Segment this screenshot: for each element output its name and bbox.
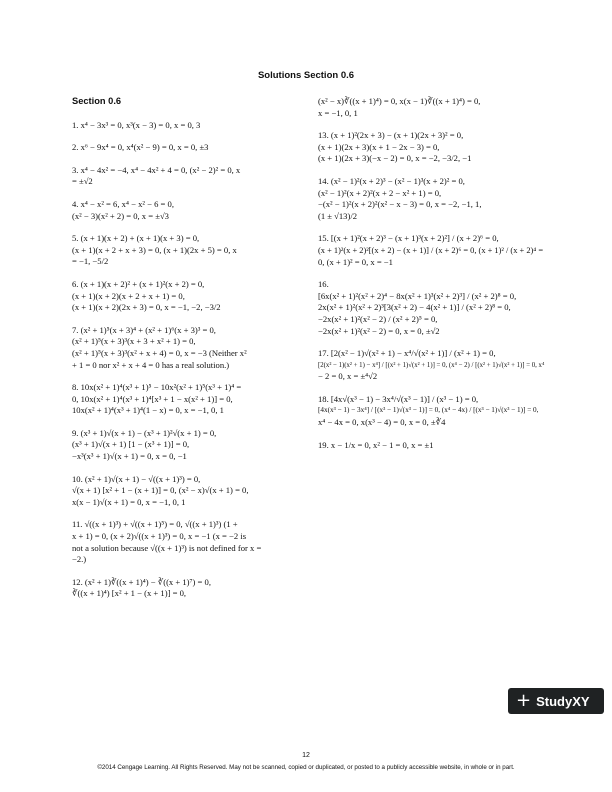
solution-line: 17. [2(x² − 1)√(x² + 1) − x⁴/√(x² + 1)] / (x² + 1) = 0,	[318, 348, 496, 359]
solution-line: 4. x⁴ − x² = 6, x⁴ − x² − 6 = 0,	[72, 198, 174, 209]
solution-line: √(x + 1) [x² + 1 − (x + 1)] = 0, (x² − x)√(x + 1) = 0,	[72, 485, 249, 496]
solution-line: 2x(x² + 1)²(x² + 2)³[3(x² + 2) − 4(x² + 1)] / (x² + 2)⁸ = 0,	[318, 302, 511, 313]
badge-label: StudyXY	[536, 693, 590, 709]
solution-line: (x + 1)(x + 2 + x + 3) = 0, (x + 1)(2x + 5) = 0, x	[72, 244, 237, 255]
solution-line: 2. x⁶ − 9x⁴ = 0, x⁴(x² − 9) = 0, x = 0, ±3	[72, 142, 209, 153]
solution-line: − 2 = 0, x = ±⁴√2	[318, 371, 378, 382]
solution-item	[72, 382, 304, 417]
solution-line: (x² − 1)²(x + 2)²(x + 2 − x² + 1) = 0,	[318, 187, 442, 198]
solution-item	[72, 325, 304, 371]
solution-line: [2(x² − 1)(x² + 1) − x⁴] / [(x² + 1)√(x² + 1)] = 0, (x⁴ − 2) / [(x² + 1)√(x² + 1)] = 0, x⁴	[318, 361, 545, 369]
solution-item	[318, 233, 544, 268]
solution-item	[72, 199, 304, 222]
studyxy-badge[interactable]	[508, 688, 604, 714]
solution-item	[72, 428, 304, 463]
solution-line: −2x(x² + 1)²(x² − 2) / (x² + 2)⁵ = 0,	[318, 313, 438, 324]
solution-line: −x³(x³ + 1)√(x + 1) = 0, x = 0, −1	[72, 451, 187, 462]
solution-item	[72, 474, 304, 509]
solution-line: x = −1, 0, 1	[318, 107, 358, 118]
solution-line: 0, (x + 1)² = 0, x = −1	[318, 256, 393, 267]
solution-line: 0, 10x(x² + 1)⁴(x³ + 1)⁴[x³ + 1 − x(x² + 1)] = 0,	[72, 393, 233, 404]
solution-item	[318, 176, 544, 222]
copyright-notice: ©2014 Cengage Learning. All Rights Reserved. May not be scanned, copied or duplicated, or posted to a publicly accessible website, in whole or in part.	[97, 764, 515, 771]
right-column	[318, 96, 544, 462]
solution-line: (x + 1)(x + 2)(2x + 3) = 0, x = −1, −2, −3/2	[72, 302, 221, 313]
solution-line: 19. x − 1/x = 0, x² − 1 = 0, x = ±1	[318, 439, 434, 450]
solution-line: ∛((x + 1)⁴) [x² + 1 − (x + 1)] = 0,	[72, 588, 187, 599]
solution-line: 7. (x² + 1)⁵(x + 3)⁴ + (x² + 1)⁶(x + 3)³ = 0,	[72, 324, 216, 335]
solution-item	[72, 519, 304, 565]
solution-line: 3. x⁴ − 4x² = −4, x⁴ − 4x² + 4 = 0, (x² − 2)² = 0, x	[72, 164, 241, 175]
solution-line: 11. √((x + 1)³) + √((x + 1)⁵) = 0, √((x + 1)³) (1 +	[72, 519, 238, 530]
solution-line: x⁴ − 4x = 0, x(x³ − 4) = 0, x = 0, ±∛4	[318, 417, 446, 428]
page-title: Solutions Section 0.6	[257, 70, 355, 81]
solution-line: (x² − 3)(x² + 2) = 0, x = ±√3	[72, 210, 169, 221]
solution-line: (1 ± √13)/2	[318, 210, 358, 221]
solution-item	[318, 348, 544, 383]
plus-icon: +	[516, 690, 532, 711]
solution-item	[318, 394, 544, 429]
solution-line: (x + 1)(2x + 3)(−x − 2) = 0, x = −2, −3/2, −1	[318, 153, 472, 164]
right-solutions-list	[318, 96, 544, 451]
solution-line: x(x − 1)√(x + 1) = 0, x = −1, 0, 1	[72, 496, 186, 507]
solution-line: −(x² − 1)²(x + 2)²(x² − x − 3) = 0, x = −2, −1, 1,	[318, 199, 482, 210]
solution-item	[72, 279, 304, 314]
solution-line: 10x(x² + 1)⁴(x³ + 1)⁴(1 − x) = 0, x = −1, 0, 1	[72, 405, 224, 416]
solution-line: 14. (x² − 1)²(x + 2)³ − (x² − 1)³(x + 2)² = 0,	[318, 175, 465, 186]
solution-line: = −1, −5/2	[72, 256, 109, 267]
solution-line: 18. [4x√(x³ − 1) − 3x⁴/√(x³ − 1)] / (x³ − 1) = 0,	[318, 393, 479, 404]
solution-line: −2x(x² + 1)²(x² − 2) = 0, x = 0, ±√2	[318, 325, 440, 336]
solution-line: (x + 1)²(x + 2)²[(x + 2) − (x + 1)] / (x + 2)⁶ = 0, (x + 1)² / (x + 2)⁴ =	[318, 245, 544, 255]
solution-item	[72, 165, 304, 188]
solution-line: (x³ + 1)√(x + 1) [1 − (x³ + 1)] = 0,	[72, 439, 190, 450]
left-column	[72, 96, 304, 611]
solution-item	[72, 142, 304, 154]
section-heading: Section 0.6	[72, 96, 122, 106]
solution-line: 16.	[318, 279, 329, 290]
solution-item	[72, 577, 304, 600]
solution-line: 9. (x³ + 1)√(x + 1) − (x³ + 1)²√(x + 1) = 0,	[72, 427, 217, 438]
solution-line: 13. (x + 1)²(2x + 3) − (x + 1)(2x + 3)² = 0,	[318, 130, 464, 141]
solution-item	[318, 130, 544, 165]
left-solutions-list	[72, 120, 304, 600]
solution-line: 6. (x + 1)(x + 2)² + (x + 1)²(x + 2) = 0,	[72, 278, 205, 289]
solution-line: 15. [(x + 1)²(x + 2)³ − (x + 1)³(x + 2)²] / (x + 2)⁶ = 0,	[318, 233, 499, 244]
solution-line: not a solution because √((x + 1)³) is not defined for x =	[72, 542, 262, 553]
solution-line: 12. (x² + 1)∛((x + 1)⁴) − ∛((x + 1)⁷) = 0,	[72, 576, 211, 587]
solution-item	[318, 96, 544, 119]
solution-line: x + 1) = 0, (x + 2)√((x + 1)³) = 0, x = −1 (x = −2 is	[72, 531, 247, 542]
solution-item	[318, 440, 544, 452]
solution-line: (x² + 1)⁵(x + 3)³(x + 3 + x² + 1) = 0,	[72, 336, 196, 347]
solution-line: −2.)	[72, 554, 87, 565]
solution-line: 8. 10x(x² + 1)⁴(x³ + 1)⁵ − 10x²(x² + 1)⁵(x³ + 1)⁴ =	[72, 382, 242, 393]
solution-line: + 1 = 0 nor x² + x + 4 = 0 has a real solution.)	[72, 359, 230, 370]
solution-item	[72, 120, 304, 132]
solution-line: (x² + 1)⁵(x + 3)³(x² + x + 4) = 0, x = −3 (Neither x²	[72, 347, 247, 358]
page-number: 12	[302, 752, 310, 759]
solution-line: [4x(x³ − 1) − 3x⁴] / [(x³ − 1)√(x³ − 1)] = 0, (x⁴ − 4x) / [(x³ − 1)√(x³ − 1)] = 0,	[318, 406, 539, 415]
solution-item	[318, 279, 544, 337]
solution-line: = ±√2	[72, 176, 93, 187]
solution-line: 10. (x² + 1)√(x + 1) − √((x + 1)³) = 0,	[72, 473, 201, 484]
solution-item	[72, 233, 304, 268]
solution-line: 1. x⁴ − 3x³ = 0, x³(x − 3) = 0, x = 0, 3	[72, 119, 201, 130]
solution-line: (x + 1)(x + 2)(x + 2 + x + 1) = 0,	[72, 290, 185, 301]
solution-line: 5. (x + 1)(x + 2) + (x + 1)(x + 3) = 0,	[72, 233, 200, 244]
solution-line: (x + 1)(2x + 3)(x + 1 − 2x − 3) = 0,	[318, 141, 440, 152]
solution-line: [6x(x² + 1)²(x² + 2)⁴ − 8x(x² + 1)³(x² + 2)³] / (x² + 2)⁸ = 0,	[318, 290, 517, 301]
solution-line: (x² − x)∛((x + 1)⁴) = 0, x(x − 1)∛((x + 1)⁴) = 0,	[318, 96, 481, 106]
